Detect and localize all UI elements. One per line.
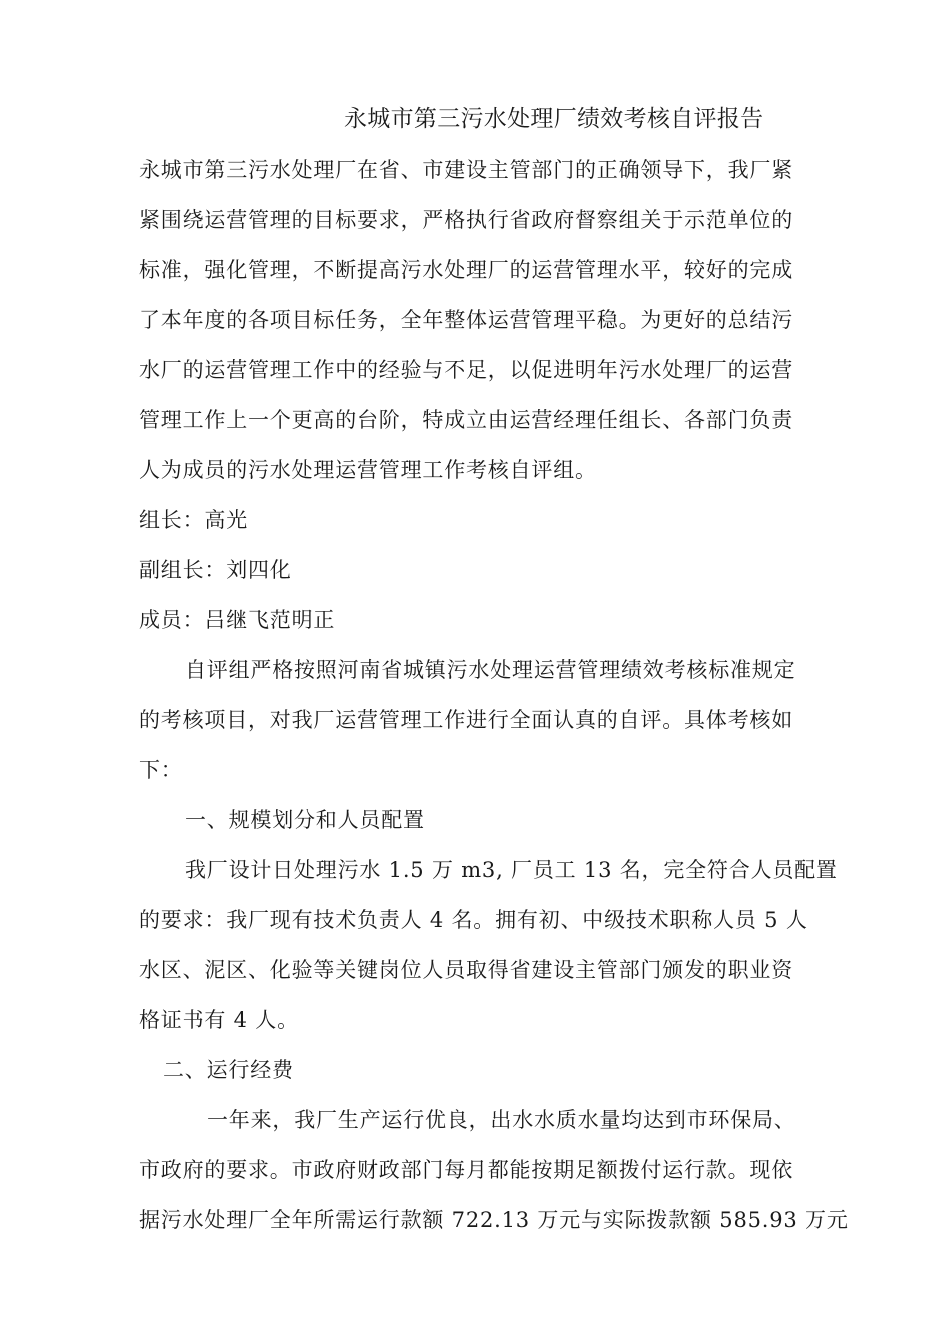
text-line-4: 了本年度的各项目标任务，全年整体运营管理平稳。为更好的总结污	[139, 308, 793, 332]
text-line-12: 的考核项目，对我厂运营管理工作进行全面认真的自评。具体考核如	[139, 708, 793, 732]
text-line-21: 市政府的要求。市政府财政部门每月都能按期足额拨付运行款。现依	[139, 1158, 793, 1182]
members-line: 成员：吕继飞范明正	[139, 608, 336, 632]
team-leader-line: 组长：高光	[139, 508, 248, 532]
text-line-2: 紧围绕运营管理的目标要求，严格执行省政府督察组关于示范单位的	[139, 208, 793, 232]
deputy-leader-line: 副组长：刘四化	[139, 558, 292, 582]
text-line-22: 据污水处理厂全年所需运行款额 722.13 万元与实际拨款额 585.93 万元	[139, 1208, 849, 1232]
text-line-20: 一年来，我厂生产运行优良，出水水质水量均达到市环保局、	[207, 1108, 796, 1132]
text-line-16: 的要求：我厂现有技术负责人 4 名。拥有初、中级技术职称人员 5 人	[139, 908, 808, 932]
text-line-7: 人为成员的污水处理运营管理工作考核自评组。	[139, 458, 597, 482]
document-title: 永城市第三污水处理厂绩效考核自评报告	[344, 106, 764, 132]
text-line-18: 格证书有 4 人。	[139, 1008, 299, 1032]
section-heading-1: 一、规模划分和人员配置	[185, 808, 425, 832]
text-line-6: 管理工作上一个更高的台阶，特成立由运营经理任组长、各部门负责	[139, 408, 793, 432]
text-line-13: 下：	[139, 758, 183, 782]
text-line-11: 自评组严格按照河南省城镇污水处理运营管理绩效考核标准规定	[185, 658, 796, 682]
text-line-15: 我厂设计日处理污水 1.5 万 m3, 厂员工 13 名，完全符合人员配置	[185, 858, 838, 882]
text-line-17: 水区、泥区、化验等关键岗位人员取得省建设主管部门颁发的职业资	[139, 958, 793, 982]
section-heading-2: 二、运行经费	[163, 1058, 294, 1082]
document-body	[139, 145, 849, 1245]
text-line-5: 水厂的运营管理工作中的经验与不足，以促进明年污水处理厂的运营	[139, 358, 793, 382]
text-line-3: 标准，强化管理，不断提高污水处理厂的运营管理水平，较好的完成	[139, 258, 793, 282]
text-line-1: 永城市第三污水处理厂在省、市建设主管部门的正确领导下，我厂紧	[139, 158, 793, 182]
